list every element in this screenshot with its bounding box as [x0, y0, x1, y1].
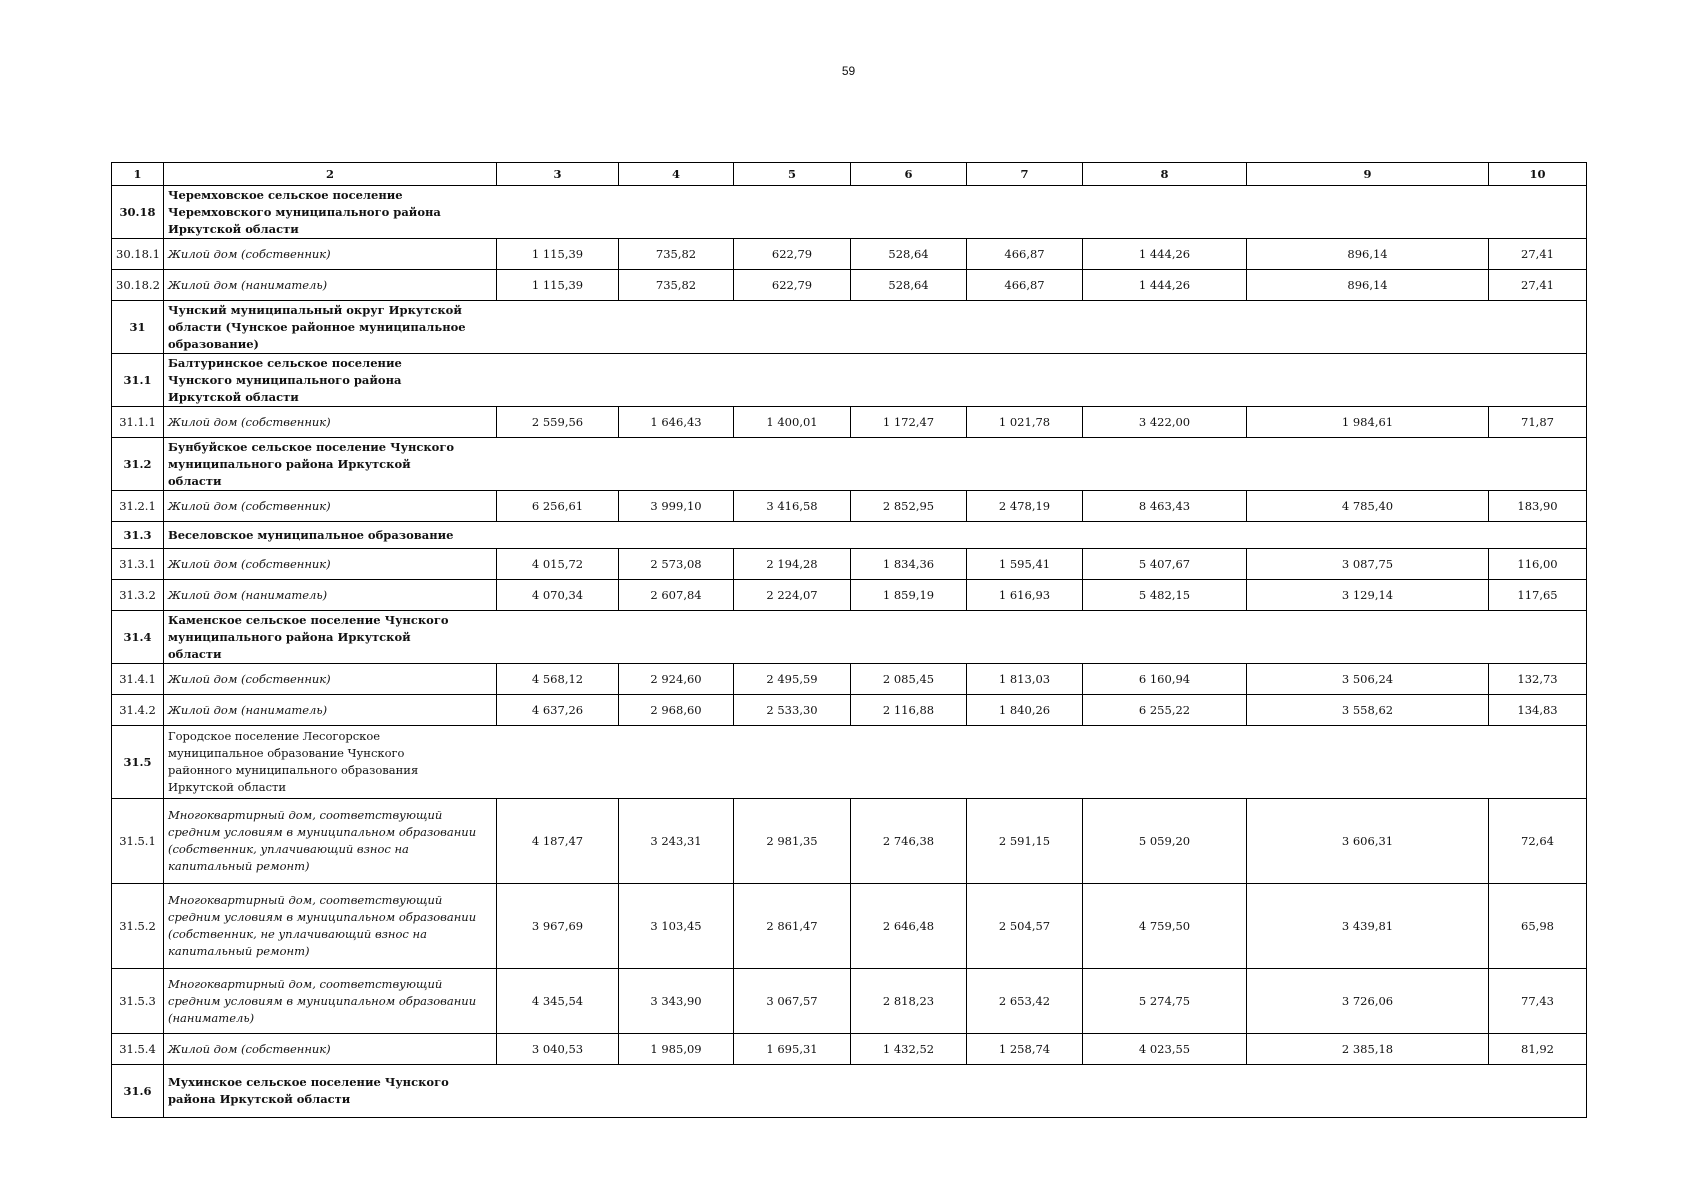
section-title-text: Каменское сельское поселение Чунского муниципального района Иркутской области — [168, 612, 449, 661]
value-cell: 1 985,09 — [619, 1034, 734, 1065]
value-cell: 1 834,36 — [851, 549, 967, 580]
row-number: 31.5.4 — [112, 1034, 164, 1065]
value-cell: 466,87 — [967, 270, 1083, 301]
table-row — [112, 239, 1587, 270]
value-cell: 3 416,58 — [734, 491, 851, 522]
value-cell: 72,64 — [1489, 799, 1587, 884]
value-cell: 2 495,59 — [734, 664, 851, 695]
value-cell: 3 967,69 — [497, 884, 619, 969]
value-cell: 2 591,15 — [967, 799, 1083, 884]
table-row — [112, 969, 1587, 1034]
value-cell: 2 981,35 — [734, 799, 851, 884]
value-cell: 2 968,60 — [619, 695, 734, 726]
value-cell: 622,79 — [734, 239, 851, 270]
section-title — [164, 1065, 1587, 1118]
row-number: 30.18.2 — [112, 270, 164, 301]
value-cell: 3 558,62 — [1247, 695, 1489, 726]
value-cell: 116,00 — [1489, 549, 1587, 580]
value-cell: 528,64 — [851, 239, 967, 270]
value-cell: 3 439,81 — [1247, 884, 1489, 969]
value-cell: 3 999,10 — [619, 491, 734, 522]
value-cell: 1 432,52 — [851, 1034, 967, 1065]
value-cell: 622,79 — [734, 270, 851, 301]
value-cell: 2 924,60 — [619, 664, 734, 695]
value-cell: 2 653,42 — [967, 969, 1083, 1034]
value-cell: 4 023,55 — [1083, 1034, 1247, 1065]
value-cell: 4 070,34 — [497, 580, 619, 611]
value-cell: 2 861,47 — [734, 884, 851, 969]
value-cell: 3 726,06 — [1247, 969, 1489, 1034]
value-cell: 4 568,12 — [497, 664, 619, 695]
value-cell: 2 194,28 — [734, 549, 851, 580]
value-cell: 6 256,61 — [497, 491, 619, 522]
row-number: 31.3.1 — [112, 549, 164, 580]
section-row — [112, 438, 1587, 491]
value-cell: 1 616,93 — [967, 580, 1083, 611]
value-cell: 1 400,01 — [734, 407, 851, 438]
table-row — [112, 407, 1587, 438]
section-title — [164, 354, 1587, 407]
value-cell: 2 085,45 — [851, 664, 967, 695]
row-number: 31.5 — [112, 726, 164, 799]
section-title-text: Бунбуйское сельское поселение Чунского муниципального района Иркутской области — [168, 439, 455, 488]
section-title-text: Городское поселение Лесогорское муниципальное образование Чунского районного муниципального образования Иркутской области — [168, 729, 419, 794]
section-row — [112, 611, 1587, 664]
row-number: 31.2 — [112, 438, 164, 491]
value-cell: 8 463,43 — [1083, 491, 1247, 522]
row-number: 31.5.2 — [112, 884, 164, 969]
column-header: 1 — [112, 163, 164, 186]
housing-type: Жилой дом (наниматель) — [164, 270, 497, 301]
value-cell: 3 129,14 — [1247, 580, 1489, 611]
column-header: 2 — [164, 163, 497, 186]
tariff-table — [111, 162, 1587, 1118]
value-cell: 735,82 — [619, 270, 734, 301]
value-cell: 2 504,57 — [967, 884, 1083, 969]
section-row — [112, 301, 1587, 354]
value-cell: 1 984,61 — [1247, 407, 1489, 438]
value-cell: 132,73 — [1489, 664, 1587, 695]
value-cell: 5 274,75 — [1083, 969, 1247, 1034]
value-cell: 1 859,19 — [851, 580, 967, 611]
row-number: 30.18 — [112, 186, 164, 239]
value-cell: 896,14 — [1247, 239, 1489, 270]
value-cell: 6 255,22 — [1083, 695, 1247, 726]
section-title-text: Балтуринское сельское поселение Чунского муниципального района Иркутской области — [168, 355, 402, 404]
value-cell: 1 021,78 — [967, 407, 1083, 438]
value-cell: 2 852,95 — [851, 491, 967, 522]
section-row — [112, 186, 1587, 239]
column-header: 10 — [1489, 163, 1587, 186]
row-number: 31.4.1 — [112, 664, 164, 695]
table-row — [112, 580, 1587, 611]
row-number: 31.1 — [112, 354, 164, 407]
value-cell: 117,65 — [1489, 580, 1587, 611]
value-cell: 183,90 — [1489, 491, 1587, 522]
value-cell: 1 813,03 — [967, 664, 1083, 695]
row-number: 30.18.1 — [112, 239, 164, 270]
value-cell: 3 243,31 — [619, 799, 734, 884]
value-cell: 528,64 — [851, 270, 967, 301]
value-cell: 2 573,08 — [619, 549, 734, 580]
value-cell: 466,87 — [967, 239, 1083, 270]
value-cell: 5 059,20 — [1083, 799, 1247, 884]
value-cell: 1 695,31 — [734, 1034, 851, 1065]
value-cell: 3 506,24 — [1247, 664, 1489, 695]
value-cell: 4 015,72 — [497, 549, 619, 580]
value-cell: 1 115,39 — [497, 270, 619, 301]
section-row — [112, 522, 1587, 549]
section-title-text: Черемховское сельское поселение Черемховского муниципального района Иркутской области — [168, 187, 441, 236]
column-header: 6 — [851, 163, 967, 186]
value-cell: 77,43 — [1489, 969, 1587, 1034]
row-number: 31.5.1 — [112, 799, 164, 884]
page-number: 59 — [841, 64, 856, 78]
row-number: 31.6 — [112, 1065, 164, 1118]
housing-type: Многоквартирный дом, соответствующий средним условиям в муниципальном образовании (собственник, уплачивающий взнос на капитальный ремонт) — [164, 799, 497, 884]
row-number: 31.1.1 — [112, 407, 164, 438]
value-cell: 3 040,53 — [497, 1034, 619, 1065]
value-cell: 1 646,43 — [619, 407, 734, 438]
section-title — [164, 438, 1587, 491]
row-number: 31.4.2 — [112, 695, 164, 726]
table-row — [112, 1034, 1587, 1065]
column-header: 8 — [1083, 163, 1247, 186]
value-cell: 1 172,47 — [851, 407, 967, 438]
row-number: 31.3 — [112, 522, 164, 549]
value-cell: 3 606,31 — [1247, 799, 1489, 884]
section-title — [164, 186, 1587, 239]
section-row — [112, 726, 1587, 799]
table-row — [112, 695, 1587, 726]
row-number: 31 — [112, 301, 164, 354]
column-header: 4 — [619, 163, 734, 186]
value-cell: 81,92 — [1489, 1034, 1587, 1065]
value-cell: 1 595,41 — [967, 549, 1083, 580]
column-header: 5 — [734, 163, 851, 186]
value-cell: 4 637,26 — [497, 695, 619, 726]
value-cell: 1 444,26 — [1083, 270, 1247, 301]
section-title-text: Чунский муниципальный округ Иркутской области (Чунское районное муниципальное образование) — [168, 302, 466, 351]
value-cell: 1 840,26 — [967, 695, 1083, 726]
value-cell: 2 646,48 — [851, 884, 967, 969]
row-number: 31.4 — [112, 611, 164, 664]
table-row — [112, 491, 1587, 522]
value-cell: 2 385,18 — [1247, 1034, 1489, 1065]
value-cell: 4 785,40 — [1247, 491, 1489, 522]
section-title — [164, 301, 1587, 354]
value-cell: 1 444,26 — [1083, 239, 1247, 270]
value-cell: 65,98 — [1489, 884, 1587, 969]
section-title-text: Веселовское муниципальное образование — [168, 527, 454, 542]
value-cell: 2 818,23 — [851, 969, 967, 1034]
value-cell: 2 224,07 — [734, 580, 851, 611]
value-cell: 3 422,00 — [1083, 407, 1247, 438]
section-row — [112, 354, 1587, 407]
column-header: 9 — [1247, 163, 1489, 186]
value-cell: 3 103,45 — [619, 884, 734, 969]
section-title — [164, 726, 1587, 799]
section-title-text: Мухинское сельское поселение Чунского района Иркутской области — [168, 1075, 449, 1106]
value-cell: 71,87 — [1489, 407, 1587, 438]
value-cell: 2 607,84 — [619, 580, 734, 611]
row-number: 31.2.1 — [112, 491, 164, 522]
housing-type: Жилой дом (собственник) — [164, 549, 497, 580]
section-title — [164, 611, 1587, 664]
row-number: 31.5.3 — [112, 969, 164, 1034]
value-cell: 1 258,74 — [967, 1034, 1083, 1065]
header-row — [112, 163, 1587, 186]
value-cell: 3 067,57 — [734, 969, 851, 1034]
value-cell: 4 187,47 — [497, 799, 619, 884]
column-header: 7 — [967, 163, 1083, 186]
value-cell: 2 533,30 — [734, 695, 851, 726]
table-row — [112, 270, 1587, 301]
column-header: 3 — [497, 163, 619, 186]
value-cell: 5 407,67 — [1083, 549, 1247, 580]
value-cell: 134,83 — [1489, 695, 1587, 726]
housing-type: Жилой дом (собственник) — [164, 1034, 497, 1065]
table-row — [112, 549, 1587, 580]
housing-type: Жилой дом (наниматель) — [164, 695, 497, 726]
value-cell: 3 087,75 — [1247, 549, 1489, 580]
housing-type: Жилой дом (собственник) — [164, 239, 497, 270]
value-cell: 5 482,15 — [1083, 580, 1247, 611]
value-cell: 2 559,56 — [497, 407, 619, 438]
value-cell: 3 343,90 — [619, 969, 734, 1034]
table-row — [112, 664, 1587, 695]
value-cell: 2 116,88 — [851, 695, 967, 726]
section-row — [112, 1065, 1587, 1118]
table-row — [112, 799, 1587, 884]
value-cell: 4 759,50 — [1083, 884, 1247, 969]
housing-type: Жилой дом (наниматель) — [164, 580, 497, 611]
value-cell: 2 746,38 — [851, 799, 967, 884]
row-number: 31.3.2 — [112, 580, 164, 611]
value-cell: 735,82 — [619, 239, 734, 270]
table-row — [112, 884, 1587, 969]
value-cell: 6 160,94 — [1083, 664, 1247, 695]
value-cell: 27,41 — [1489, 270, 1587, 301]
value-cell: 896,14 — [1247, 270, 1489, 301]
housing-type: Жилой дом (собственник) — [164, 664, 497, 695]
value-cell: 1 115,39 — [497, 239, 619, 270]
housing-type: Многоквартирный дом, соответствующий средним условиям в муниципальном образовании (наниматель) — [164, 969, 497, 1034]
value-cell: 27,41 — [1489, 239, 1587, 270]
section-title — [164, 522, 1587, 549]
housing-type: Жилой дом (собственник) — [164, 491, 497, 522]
value-cell: 4 345,54 — [497, 969, 619, 1034]
value-cell: 2 478,19 — [967, 491, 1083, 522]
housing-type: Многоквартирный дом, соответствующий средним условиям в муниципальном образовании (собственник, не уплачивающий взнос на капитальный ремонт) — [164, 884, 497, 969]
housing-type: Жилой дом (собственник) — [164, 407, 497, 438]
